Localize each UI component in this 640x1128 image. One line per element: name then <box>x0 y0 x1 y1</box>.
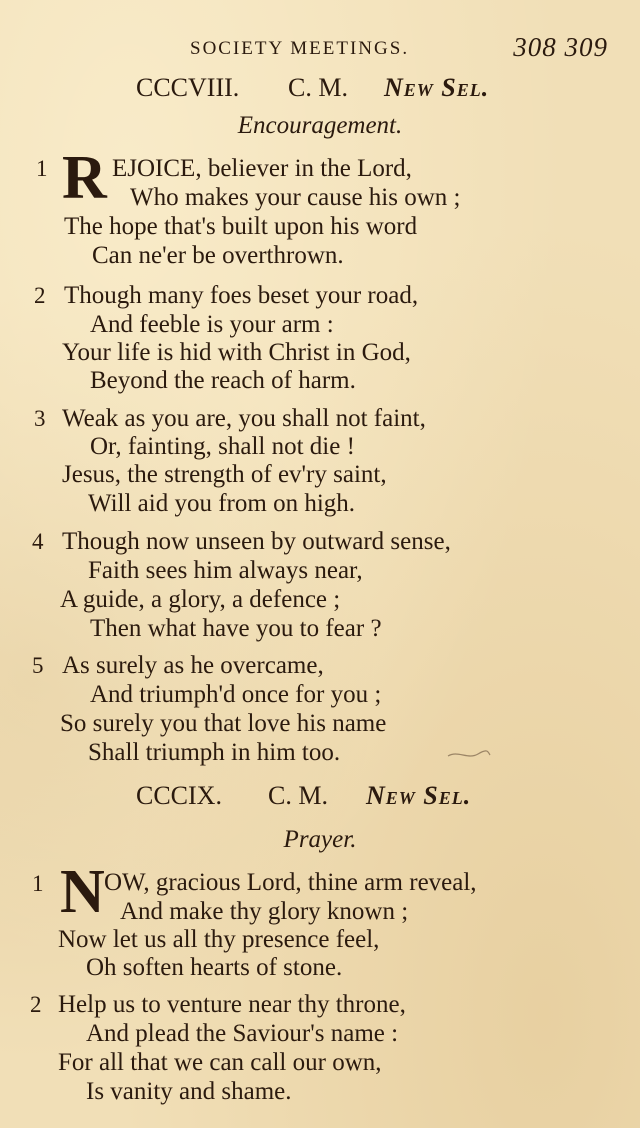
page-numbers: 308 309 <box>513 32 608 62</box>
hymn-number: CCCIX. <box>136 781 222 810</box>
hymn-heading <box>0 781 640 817</box>
running-head <box>190 32 620 66</box>
running-head-title: SOCIETY MEETINGS. <box>190 38 410 59</box>
hymn-line: Now let us all thy presence feel, <box>58 926 380 953</box>
hymn-line: Or, fainting, shall not die ! <box>90 433 355 460</box>
hymn-line: Shall triumph in him too. <box>88 739 341 766</box>
hymn-line: Though now unseen by outward sense, <box>62 528 451 555</box>
hymn-line: OW, gracious Lord, thine arm reveal, <box>104 869 477 896</box>
verse-number: 2 <box>30 992 42 1017</box>
hymn-line: The hope that's built upon his word <box>64 213 418 240</box>
hymn-line: For all that we can call our own, <box>58 1049 382 1076</box>
verse-number: 2 <box>34 283 46 308</box>
hymn-line: And plead the Saviour's name : <box>86 1020 399 1047</box>
hymn-heading <box>0 73 640 109</box>
hymn-tune: New Sel. <box>366 781 472 810</box>
hymn-line: Your life is hid with Christ in God, <box>62 339 411 366</box>
hymn-line: Weak as you are, you shall not faint, <box>62 405 426 432</box>
hymn-line: Help us to venture near thy throne, <box>58 991 406 1018</box>
ink-flourish <box>446 746 492 764</box>
drop-cap: R <box>62 144 107 212</box>
hymn-subject: Encouragement. <box>237 112 403 139</box>
hymn-tune: New Sel. <box>384 73 490 102</box>
verse-number: 1 <box>36 156 48 181</box>
hymn-subject: Prayer. <box>283 826 357 853</box>
hymn-line: EJOICE, believer in the Lord, <box>112 155 412 182</box>
hymn-line: A guide, a glory, a defence ; <box>60 586 341 613</box>
hymn-number: CCCVIII. <box>136 73 240 102</box>
hymn-line: Though many foes beset your road, <box>64 282 419 309</box>
hymn-line: Oh soften hearts of stone. <box>86 954 343 981</box>
hymn-meter: C. M. <box>288 73 348 102</box>
verse-number: 4 <box>32 529 44 554</box>
hymn-line: As surely as he overcame, <box>62 652 324 679</box>
hymn-line: And make thy glory known ; <box>120 898 409 925</box>
hymn-line: Faith sees him always near, <box>88 557 363 584</box>
hymn-line: Will aid you from on high. <box>88 490 356 517</box>
hymn-line: Can ne'er be overthrown. <box>92 242 344 269</box>
hymn-line: Beyond the reach of harm. <box>90 367 356 394</box>
hymn-line: So surely you that love his name <box>60 710 387 737</box>
hymn-line: Jesus, the strength of ev'ry saint, <box>62 461 387 488</box>
hymn-line: Who makes your cause his own ; <box>130 184 461 211</box>
hymn-line: Is vanity and shame. <box>86 1078 292 1105</box>
verse-number: 3 <box>34 406 46 431</box>
hymn-meter: C. M. <box>268 781 328 810</box>
verse-number: 5 <box>32 653 44 678</box>
verse-number: 1 <box>32 871 44 896</box>
hymn-line: Then what have you to fear ? <box>90 615 382 642</box>
hymn-line: And triumph'd once for you ; <box>90 681 382 708</box>
drop-cap: N <box>60 858 105 926</box>
hymn-line: And feeble is your arm : <box>90 311 334 338</box>
